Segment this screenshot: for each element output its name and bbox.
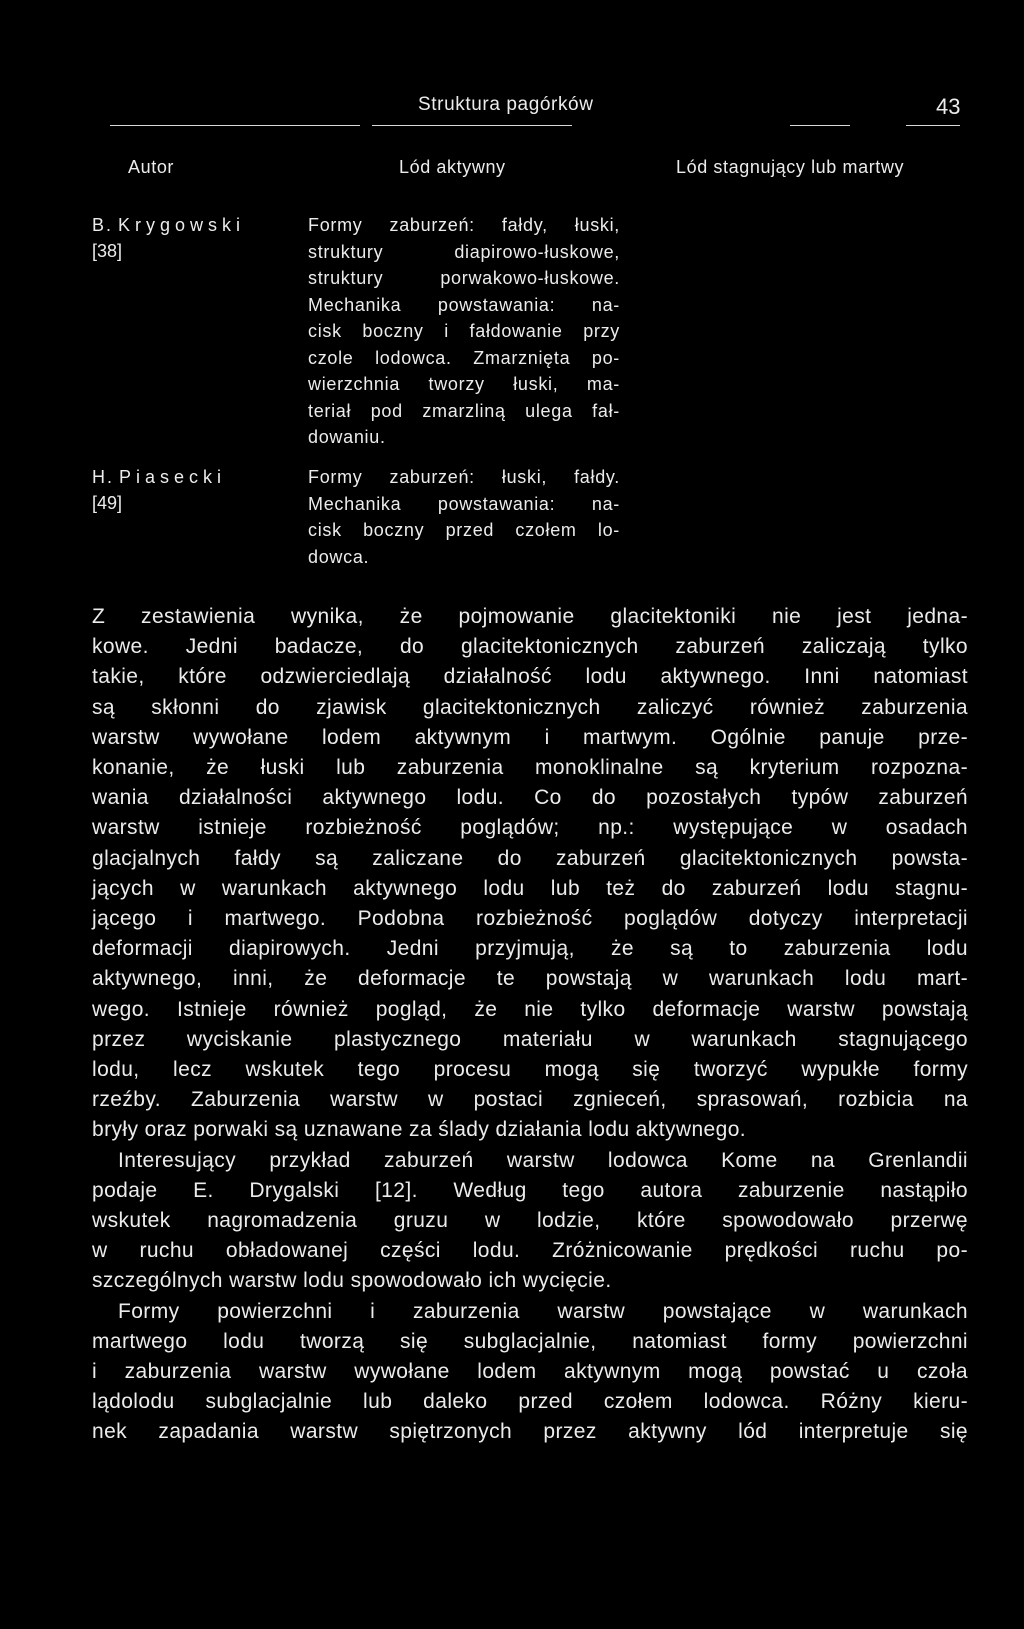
text-line: Formy powierzchni i zaburzenia warstw powstające w warunkach bbox=[118, 1299, 968, 1323]
paragraph bbox=[92, 602, 968, 1146]
text-line: wskutek nagromadzenia gruzu w lodzie, które spowodowało przerwę bbox=[92, 1209, 968, 1233]
text-line: jącego i martwego. Podobna rozbieżność poglądów dotyczy interpretacji bbox=[92, 907, 968, 931]
cell-line: dowca. bbox=[308, 546, 370, 567]
text-line: wania działalności aktywnego lodu. Co do pozostałych typów zaburzeń bbox=[92, 786, 968, 810]
text-line: rzeźby. Zaburzenia warstw w postaci zgnieceń, sprasowań, rozbicia na bbox=[92, 1088, 968, 1112]
running-title: Struktura pagórków bbox=[418, 94, 594, 115]
text-line: jących w warunkach aktywnego lodu lub też do zaburzeń lodu stagnu- bbox=[92, 876, 968, 900]
cell-line: teriał pod zmarzliną ulega fał- bbox=[308, 400, 620, 421]
text-line: Interesujący przykład zaburzeń warstw lodowca Kome na Grenlandii bbox=[118, 1148, 968, 1172]
active-ice-cell bbox=[308, 212, 620, 451]
text-line: warstw istnieje rozbieżność poglądów; np.: występujące w osadach bbox=[92, 816, 968, 840]
cell-line: wierzchnia tworzy łuski, ma- bbox=[308, 374, 620, 394]
paragraph bbox=[92, 1297, 968, 1448]
header-rule bbox=[906, 125, 960, 126]
page-number: 43 bbox=[936, 94, 961, 119]
cell-line: Formy zaburzeń: fałdy, łuski, bbox=[308, 215, 620, 235]
text-line: konanie, że łuski lub zaburzenia monoklinalne są kryterium rozpozna- bbox=[92, 756, 968, 780]
text-line: bryły oraz porwaki są uznawane za ślady działania lodu aktywnego. bbox=[92, 1118, 747, 1142]
text-line: w ruchu obładowanej części lodu. Zróżnicowanie prędkości ruchu po- bbox=[92, 1239, 968, 1263]
header-rule bbox=[372, 125, 572, 126]
author-cell bbox=[92, 464, 226, 516]
cell-line: czole lodowca. Zmarznięta po- bbox=[308, 347, 620, 368]
author-reference: [49] bbox=[92, 493, 123, 513]
column-header-author: Autor bbox=[128, 157, 175, 177]
text-line: i zaburzenia warstw wywołane lodem aktywnym mogą powstać u czoła bbox=[92, 1360, 968, 1384]
cell-line: struktury porwakowo-łuskowe. bbox=[308, 268, 620, 288]
author-initial: B. bbox=[92, 215, 114, 235]
body-text bbox=[92, 602, 968, 1448]
column-header-stagnant-ice: Lód stagnujący lub martwy bbox=[676, 157, 905, 177]
author-name: Piasecki bbox=[119, 467, 227, 487]
text-line: są skłonni do zjawisk glacitektonicznych zaliczyć również zaburzenia bbox=[92, 695, 968, 719]
text-line: lodu, lecz wskutek tego procesu mogą się tworzyć wypukłe formy bbox=[92, 1058, 968, 1082]
running-head bbox=[0, 88, 1024, 128]
table-header bbox=[0, 157, 1024, 187]
author-initial: H. bbox=[92, 467, 114, 487]
cell-line: dowaniu. bbox=[308, 427, 386, 447]
text-line: szczególnych warstw lodu spowodowało ich wycięcie. bbox=[92, 1269, 612, 1293]
text-line: deformacji diapirowych. Jedni przyjmują, że są to zaburzenia lodu bbox=[92, 937, 968, 961]
header-rule bbox=[790, 125, 850, 126]
cell-line: Mechanika powstawania: na- bbox=[308, 294, 620, 315]
text-line: martwego lodu tworzą się subglacjalnie, natomiast formy powierzchni bbox=[92, 1329, 968, 1353]
text-line: Z zestawienia wynika, że pojmowanie glacitektoniki nie jest jedna- bbox=[92, 605, 968, 628]
text-line: przez wyciskanie plastycznego materiału w warunkach stagnującego bbox=[92, 1027, 968, 1051]
column-header-active-ice: Lód aktywny bbox=[399, 157, 506, 177]
cell-line: cisk boczny i fałdowanie przy bbox=[308, 321, 620, 341]
active-ice-cell bbox=[308, 464, 620, 570]
text-line: warstw wywołane lodem aktywnym i martwym. Ogólnie panuje prze- bbox=[92, 725, 968, 749]
cell-line: struktury diapirowo-łuskowe, bbox=[308, 241, 620, 262]
text-line: nek zapadania warstw spiętrzonych przez aktywny lód interpretuje się bbox=[92, 1420, 968, 1444]
cell-line: Formy zaburzeń: łuski, fałdy. bbox=[308, 467, 620, 487]
header-rule bbox=[110, 125, 360, 126]
text-line: podaje E. Drygalski [12]. Według tego autora zaburzenie nastąpiło bbox=[92, 1178, 968, 1202]
cell-line: cisk boczny przed czołem lo- bbox=[308, 520, 620, 540]
author-cell bbox=[92, 212, 245, 264]
text-line: wego. Istnieje również pogląd, że nie tylko deformacje warstw powstają bbox=[92, 997, 968, 1021]
author-reference: [38] bbox=[92, 241, 123, 261]
text-line: takie, które odzwierciedlają działalność lodu aktywnego. Inni natomiast bbox=[92, 665, 968, 689]
text-line: glacjalnych fałdy są zaliczane do zaburzeń glacitektonicznych powsta- bbox=[92, 846, 968, 870]
text-line: aktywnego, inni, że deformacje te powstają w warunkach lodu mart- bbox=[92, 967, 968, 991]
paragraph bbox=[92, 1146, 968, 1297]
text-line: lądolodu subglacjalnie lub daleko przed czołem lodowca. Różny kieru- bbox=[92, 1390, 968, 1414]
author-name: Krygowski bbox=[118, 215, 246, 235]
cell-line: Mechanika powstawania: na- bbox=[308, 493, 620, 514]
text-line: kowe. Jedni badacze, do glacitektonicznych zaburzeń zaliczają tylko bbox=[92, 635, 968, 659]
